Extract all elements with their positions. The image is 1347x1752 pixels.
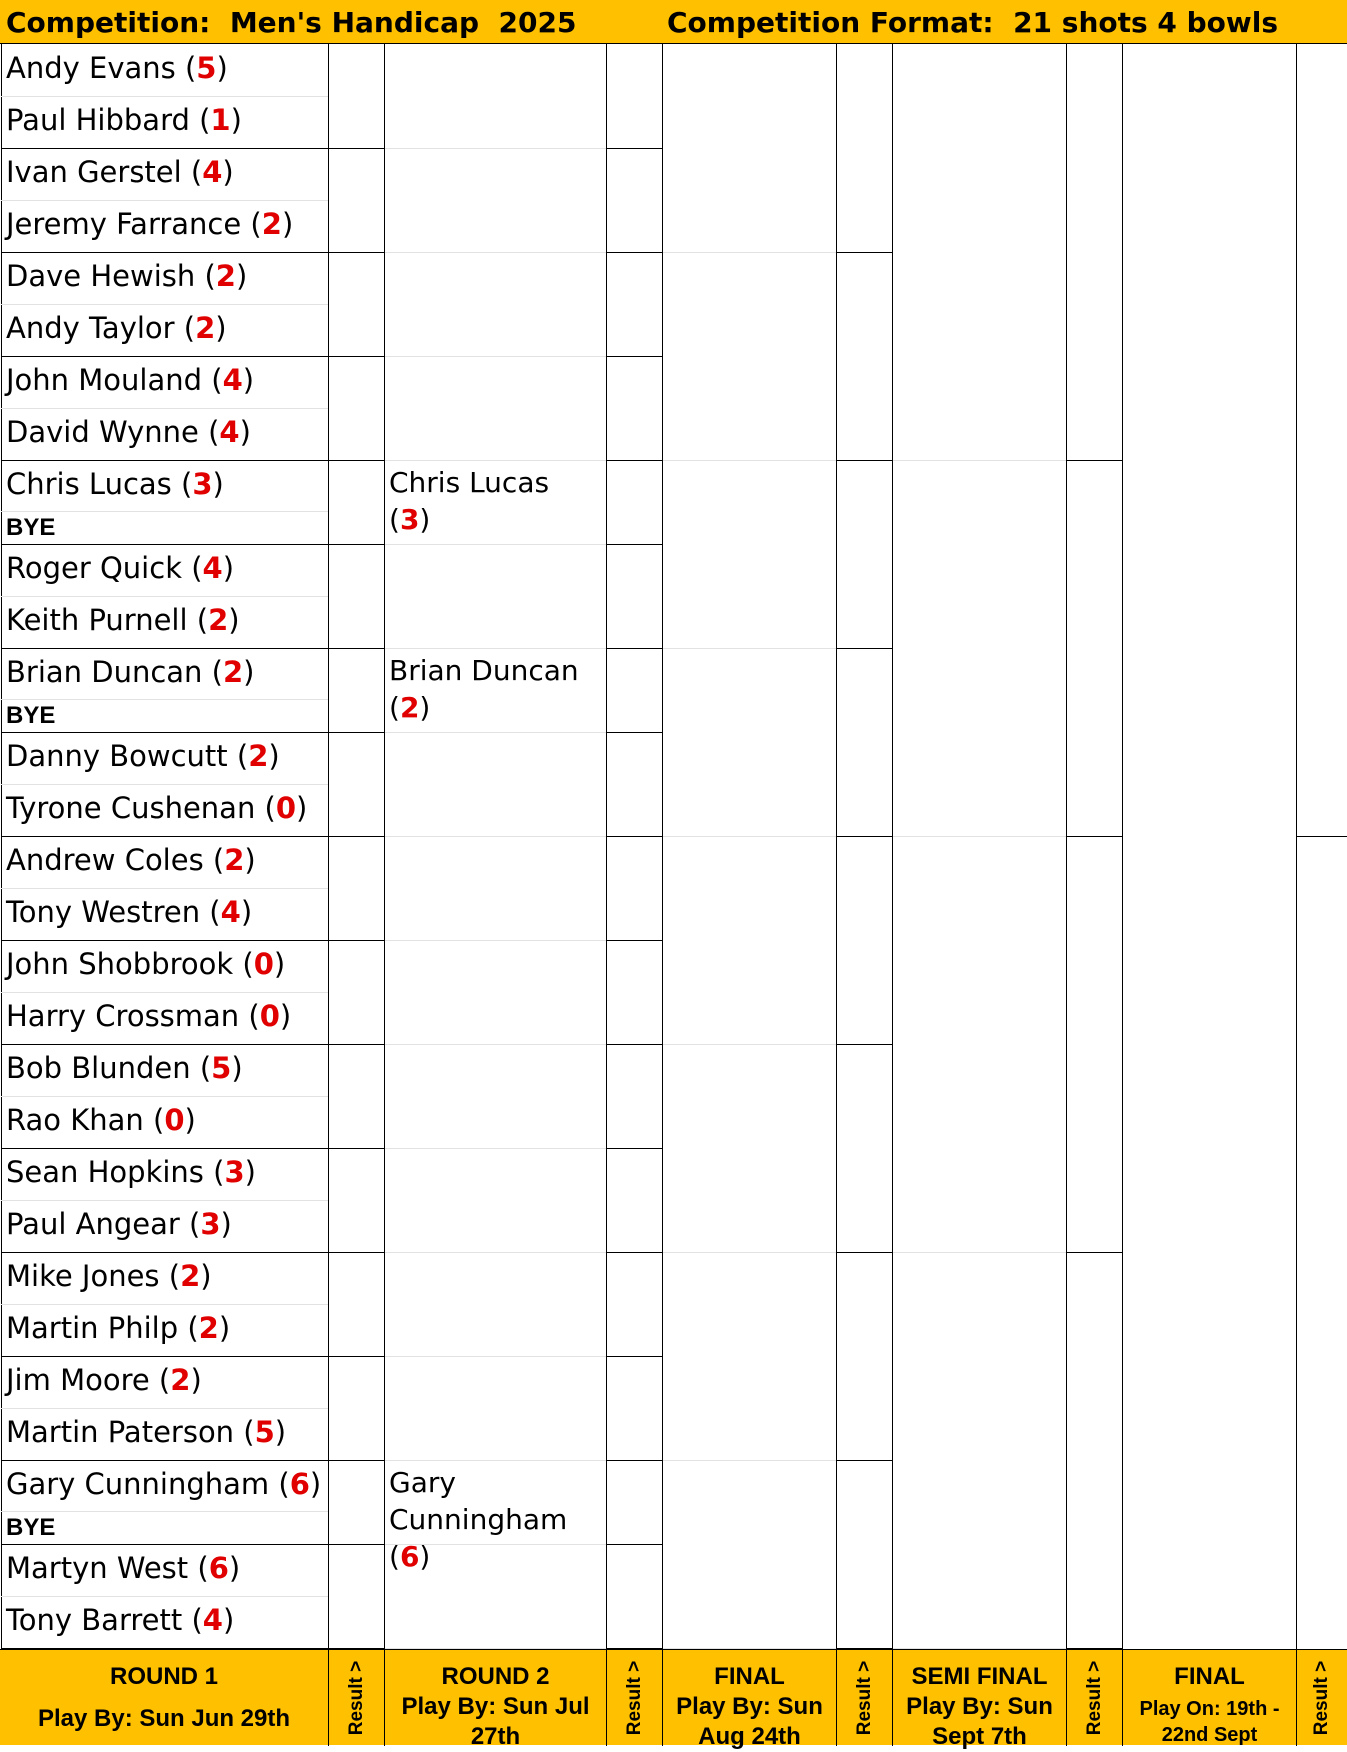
- player-name: Brian Duncan (: [389, 654, 579, 724]
- semi-slot-divider: [893, 1252, 1066, 1253]
- round2-player: Brian Duncan (2): [389, 654, 579, 724]
- round2-result-divider: [606, 544, 662, 545]
- player-name: Harry Crossman (: [6, 999, 260, 1033]
- row-divider: [1, 96, 328, 97]
- round2-result-divider: [606, 460, 662, 461]
- player-handicap: 4: [220, 895, 241, 929]
- round1-player: Harry Crossman (0): [6, 999, 292, 1033]
- round2-player: Chris Lucas (3): [389, 466, 550, 536]
- player-handicap: 2: [248, 739, 269, 773]
- final-date: Play On: 19th - 22nd Sept: [1139, 1698, 1280, 1746]
- column-divider: [328, 44, 329, 1649]
- player-handicap: 4: [202, 551, 223, 585]
- bye-label: BYE: [6, 702, 56, 729]
- round3-result-divider: [836, 460, 892, 461]
- round2-slot-divider: [385, 1356, 606, 1357]
- match-divider: [1, 1460, 384, 1461]
- round1-player: Mike Jones (2): [6, 1259, 212, 1293]
- row-divider: [1, 1200, 328, 1201]
- semi-result-divider: [1066, 836, 1122, 837]
- round1-player: John Shobbrook (0): [6, 947, 286, 981]
- player-handicap: 4: [202, 1603, 223, 1637]
- round2-result-divider: [606, 1252, 662, 1253]
- competition-header: [0, 0, 1347, 44]
- round2-slot-divider: [385, 836, 606, 837]
- match-divider: [1, 1544, 384, 1545]
- player-name: Gary Cunningham (: [389, 1466, 568, 1573]
- player-name: Andrew Coles (: [6, 843, 225, 877]
- round2-slot-divider: [385, 1148, 606, 1149]
- round1-result-header: Result >: [328, 1650, 384, 1746]
- round-footer: [0, 1649, 1347, 1750]
- round1-player: Dave Hewish (2): [6, 259, 248, 293]
- round1-player: John Mouland (4): [6, 363, 255, 397]
- row-divider: [1, 1096, 328, 1097]
- round2-title: ROUND 2: [441, 1663, 550, 1690]
- round2-result-divider: [606, 648, 662, 649]
- round1-player: Andy Evans (5): [6, 51, 228, 85]
- semi-result-divider: [1066, 460, 1122, 461]
- row-divider: [1, 1304, 328, 1305]
- match-divider: [1, 1356, 384, 1357]
- match-divider: [1, 356, 384, 357]
- row-divider: [1, 1408, 328, 1409]
- player-name: Roger Quick (: [6, 551, 203, 585]
- round2-footer-cell: [384, 1650, 606, 1750]
- round2-result-divider: [606, 732, 662, 733]
- round2-slot-divider: [385, 1252, 606, 1253]
- round1-player: Bob Blunden (5): [6, 1051, 243, 1085]
- round3-slot-divider: [663, 252, 836, 253]
- player-handicap: 6: [399, 1540, 420, 1573]
- round1-player: Ivan Gerstel (4): [6, 155, 234, 189]
- player-handicap: 4: [202, 155, 223, 189]
- column-divider: [836, 44, 837, 1649]
- player-handicap: 2: [261, 207, 282, 241]
- match-divider: [1, 732, 384, 733]
- player-handicap: 2: [208, 603, 229, 637]
- round1-player: Martin Philp (2): [6, 1311, 231, 1345]
- round2-result-divider: [606, 940, 662, 941]
- match-divider: [1, 836, 384, 837]
- player-name: Martin Paterson (: [6, 1415, 255, 1449]
- final-result-header: Result >: [1296, 1650, 1347, 1746]
- player-name: Martyn West (: [6, 1551, 209, 1585]
- round1-player: Tony Barrett (4): [6, 1603, 235, 1637]
- round2-result-divider: [606, 1148, 662, 1149]
- row-divider: [1, 699, 328, 700]
- round3-result-divider: [836, 836, 892, 837]
- player-handicap: 4: [219, 415, 240, 449]
- round2-slot-divider: [385, 252, 606, 253]
- round1-title: ROUND 1: [109, 1663, 218, 1690]
- semi-slot-divider: [893, 460, 1066, 461]
- round2-result-divider: [606, 1460, 662, 1461]
- player-name: David Wynne (: [6, 415, 220, 449]
- player-handicap: 0: [164, 1103, 185, 1137]
- round3-slot-divider: [663, 1044, 836, 1045]
- round2-result-header: Result >: [606, 1650, 662, 1746]
- round2-slot-divider: [385, 940, 606, 941]
- row-divider: [1, 784, 328, 785]
- round1-player: Brian Duncan (2): [6, 655, 255, 689]
- column-divider: [1122, 44, 1123, 1649]
- match-divider: [1, 252, 384, 253]
- player-name: Tony Barrett (: [6, 1603, 203, 1637]
- column-divider: [1296, 44, 1297, 1649]
- round3-slot-divider: [663, 1460, 836, 1461]
- player-name: Ivan Gerstel (: [6, 155, 203, 189]
- round3-result-divider: [836, 1460, 892, 1461]
- column-divider: [384, 44, 385, 1649]
- round3-date: Play By: Sun Aug 24th: [676, 1693, 823, 1750]
- match-divider: [1, 460, 384, 461]
- match-divider: [1, 1252, 384, 1253]
- player-name: Gary Cunningham (: [6, 1467, 290, 1501]
- player-handicap: 0: [253, 947, 274, 981]
- round1-player: Tony Westren (4): [6, 895, 253, 929]
- player-name: Andy Taylor (: [6, 311, 196, 345]
- player-name: Martin Philp (: [6, 1311, 199, 1345]
- round2-slot-divider: [385, 1044, 606, 1045]
- player-handicap: 2: [198, 1311, 219, 1345]
- player-handicap: 2: [180, 1259, 201, 1293]
- round1-player: Sean Hopkins (3): [6, 1155, 256, 1189]
- player-name: John Shobbrook (: [6, 947, 254, 981]
- player-name: Brian Duncan (: [6, 655, 223, 689]
- player-name: Jeremy Farrance (: [6, 207, 262, 241]
- competition-format: Competition Format: 21 shots 4 bowls: [667, 6, 1279, 39]
- round2-result-divider: [606, 1044, 662, 1045]
- column-divider: [1066, 44, 1067, 1649]
- player-name: Chris Lucas (: [389, 466, 550, 536]
- match-divider: [1, 148, 384, 149]
- player-name: Tyrone Cushenan (: [6, 791, 276, 825]
- player-handicap: 5: [211, 1051, 232, 1085]
- match-divider: [1, 940, 384, 941]
- round1-player: Martyn West (6): [6, 1551, 241, 1585]
- player-name: Tony Westren (: [6, 895, 221, 929]
- round2-player: Gary Cunningham (6): [389, 1466, 568, 1573]
- round3-result-divider: [836, 648, 892, 649]
- round2-result-divider: [606, 1544, 662, 1545]
- round2-result-divider: [606, 252, 662, 253]
- round1-date: Play By: Sun Jun 29th: [37, 1705, 291, 1732]
- player-handicap: 3: [192, 467, 213, 501]
- player-handicap: 2: [170, 1363, 191, 1397]
- semi-title: SEMI FINAL: [911, 1663, 1048, 1690]
- player-name: Chris Lucas (: [6, 467, 193, 501]
- player-handicap: 3: [399, 503, 420, 536]
- match-divider: [1, 1044, 384, 1045]
- match-divider: [1, 1148, 384, 1149]
- row-divider: [1, 408, 328, 409]
- player-name: Danny Bowcutt (: [6, 739, 249, 773]
- row-divider: [1, 888, 328, 889]
- player-name: Jim Moore (: [6, 1363, 171, 1397]
- round1-player: Paul Angear (3): [6, 1207, 232, 1241]
- final-result-divider: [1296, 836, 1347, 837]
- round1-player: Roger Quick (4): [6, 551, 235, 585]
- player-name: Sean Hopkins (: [6, 1155, 225, 1189]
- semi-footer-cell: [892, 1650, 1066, 1750]
- round1-player: Chris Lucas (3): [6, 467, 224, 501]
- player-handicap: 6: [289, 1467, 310, 1501]
- round2-slot-divider: [385, 356, 606, 357]
- player-handicap: 5: [196, 51, 217, 85]
- round3-title: FINAL: [714, 1663, 785, 1690]
- round2-result-divider: [606, 836, 662, 837]
- round1-player: Jim Moore (2): [6, 1363, 202, 1397]
- round3-slot-divider: [663, 1252, 836, 1253]
- round1-player: Paul Hibbard (1): [6, 103, 242, 137]
- player-handicap: 2: [224, 843, 245, 877]
- row-divider: [1, 304, 328, 305]
- bye-label: BYE: [6, 1514, 56, 1541]
- semi-slot-divider: [893, 836, 1066, 837]
- round2-slot-divider: [385, 648, 606, 649]
- round1-player: Danny Bowcutt (2): [6, 739, 280, 773]
- round1-player: David Wynne (4): [6, 415, 251, 449]
- round2-slot-divider: [385, 732, 606, 733]
- player-name: Rao Khan (: [6, 1103, 165, 1137]
- round3-result-divider: [836, 252, 892, 253]
- column-divider: [662, 44, 663, 1649]
- round3-result-divider: [836, 1044, 892, 1045]
- round3-slot-divider: [663, 460, 836, 461]
- round1-player: Tyrone Cushenan (0): [6, 791, 308, 825]
- competition-title: Competition: Men's Handicap 2025: [6, 6, 577, 39]
- player-name: Paul Hibbard (: [6, 103, 211, 137]
- round3-slot-divider: [663, 648, 836, 649]
- row-divider: [1, 1596, 328, 1597]
- player-name: Mike Jones (: [6, 1259, 181, 1293]
- round2-result-divider: [606, 1356, 662, 1357]
- player-name: Dave Hewish (: [6, 259, 216, 293]
- round1-player: Rao Khan (0): [6, 1103, 196, 1137]
- column-divider: [892, 44, 893, 1649]
- round2-date: Play By: Sun Jul 27th: [401, 1693, 590, 1750]
- player-handicap: 0: [259, 999, 280, 1033]
- round1-player: Martin Paterson (5): [6, 1415, 287, 1449]
- round2-slot-divider: [385, 460, 606, 461]
- round3-footer-cell: [662, 1650, 836, 1750]
- round2-slot-divider: [385, 1460, 606, 1461]
- player-handicap: 2: [215, 259, 236, 293]
- round1-player: Keith Purnell (2): [6, 603, 240, 637]
- round1-player: Andy Taylor (2): [6, 311, 227, 345]
- player-handicap: 2: [195, 311, 216, 345]
- player-name: Keith Purnell (: [6, 603, 209, 637]
- player-name: Bob Blunden (: [6, 1051, 212, 1085]
- player-handicap: 2: [399, 691, 420, 724]
- player-name: Andy Evans (: [6, 51, 197, 85]
- round3-result-header: Result >: [836, 1650, 892, 1746]
- round2-result-divider: [606, 356, 662, 357]
- round2-result-divider: [606, 148, 662, 149]
- round1-player: Jeremy Farrance (2): [6, 207, 294, 241]
- final-footer-cell: [1122, 1650, 1296, 1746]
- match-divider: [1, 648, 384, 649]
- semi-result-divider: [1066, 1252, 1122, 1253]
- row-divider: [1, 992, 328, 993]
- round2-slot-divider: [385, 148, 606, 149]
- row-divider: [1, 200, 328, 201]
- row-divider: [1, 511, 328, 512]
- semi-result-header: Result >: [1066, 1650, 1122, 1746]
- player-handicap: 3: [200, 1207, 221, 1241]
- player-handicap: 4: [222, 363, 243, 397]
- round1-player: Gary Cunningham (6): [6, 1467, 322, 1501]
- player-name: John Mouland (: [6, 363, 223, 397]
- round3-slot-divider: [663, 836, 836, 837]
- semi-date: Play By: Sun Sept 7th: [906, 1693, 1053, 1750]
- final-title: FINAL: [1174, 1663, 1245, 1690]
- round1-player: Andrew Coles (2): [6, 843, 256, 877]
- player-handicap: 0: [275, 791, 297, 825]
- round2-slot-divider: [385, 544, 606, 545]
- round3-result-divider: [836, 1252, 892, 1253]
- player-handicap: 1: [210, 103, 231, 137]
- column-divider: [606, 44, 607, 1649]
- round1-footer-cell: [0, 1650, 328, 1746]
- bye-label: BYE: [6, 514, 56, 541]
- player-name: Paul Angear (: [6, 1207, 201, 1241]
- player-handicap: 2: [222, 655, 244, 689]
- player-handicap: 3: [224, 1155, 245, 1189]
- row-divider: [1, 596, 328, 597]
- player-handicap: 6: [208, 1551, 229, 1585]
- player-handicap: 5: [254, 1415, 275, 1449]
- match-divider: [1, 544, 384, 545]
- row-divider: [1, 1511, 328, 1512]
